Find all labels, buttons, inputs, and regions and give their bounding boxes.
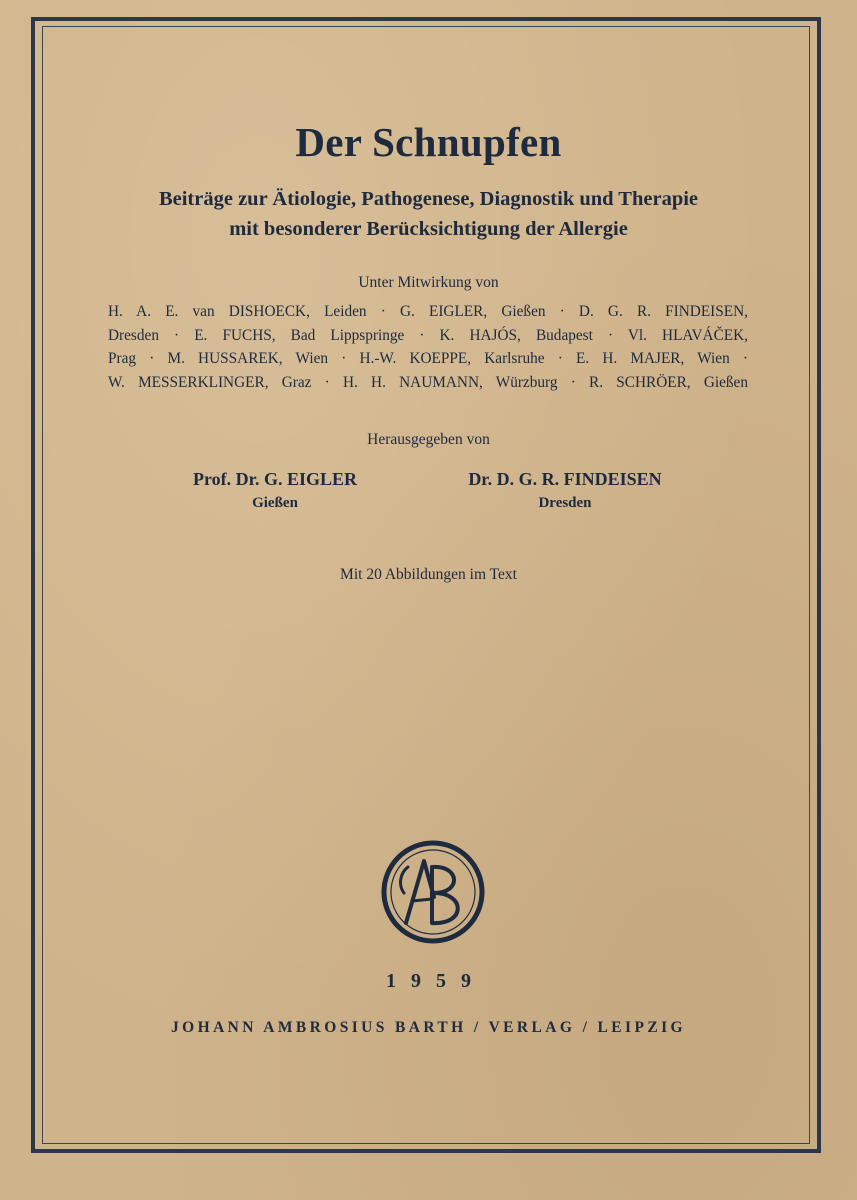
- contributor-line: Dresden · E. FUCHS, Bad Lippspringe · K. HAJÓS, Budapest · Vl. HLAVÁČEK,: [108, 326, 748, 344]
- contributors-list: [108, 300, 748, 394]
- publisher-monogram-icon: [380, 837, 486, 947]
- editor-name: Prof. Dr. G. EIGLER: [192, 469, 357, 489]
- editor-place: Dresden: [538, 495, 592, 511]
- editor-block: [160, 466, 390, 514]
- editor-name: Dr. D. G. R. FINDEISEN: [468, 469, 662, 489]
- subtitle-line: mit besonderer Berücksichtigung der Allergie: [229, 218, 628, 240]
- illustrations-note: Mit 20 Abbildungen im Text: [340, 566, 517, 583]
- contributor-line: W. MESSERKLINGER, Graz · H. H. NAUMANN, Würzburg · R. SCHRÖER, Gießen: [108, 373, 748, 391]
- publication-year: 1959: [386, 970, 486, 992]
- subtitle-line: Beiträge zur Ätiologie, Pathogenese, Diagnostik und Therapie: [158, 188, 699, 210]
- editor-place: Gießen: [252, 495, 298, 511]
- editor-block: [440, 466, 690, 514]
- contributor-line: H. A. E. van DISHOECK, Leiden · G. EIGLER, Gießen · D. G. R. FINDEISEN,: [108, 303, 748, 320]
- publisher-line: JOHANN AMBROSIUS BARTH / VERLAG / LEIPZIG: [171, 1019, 686, 1036]
- book-subtitle: [0, 184, 857, 244]
- book-title: Der Schnupfen: [295, 119, 562, 165]
- contributors-heading: Unter Mitwirkung von: [358, 274, 499, 291]
- editors-heading: Herausgegeben von: [367, 431, 490, 448]
- contributor-line: Prag · M. HUSSAREK, Wien · H.-W. KOEPPE, Karlsruhe · E. H. MAJER, Wien ·: [108, 350, 748, 367]
